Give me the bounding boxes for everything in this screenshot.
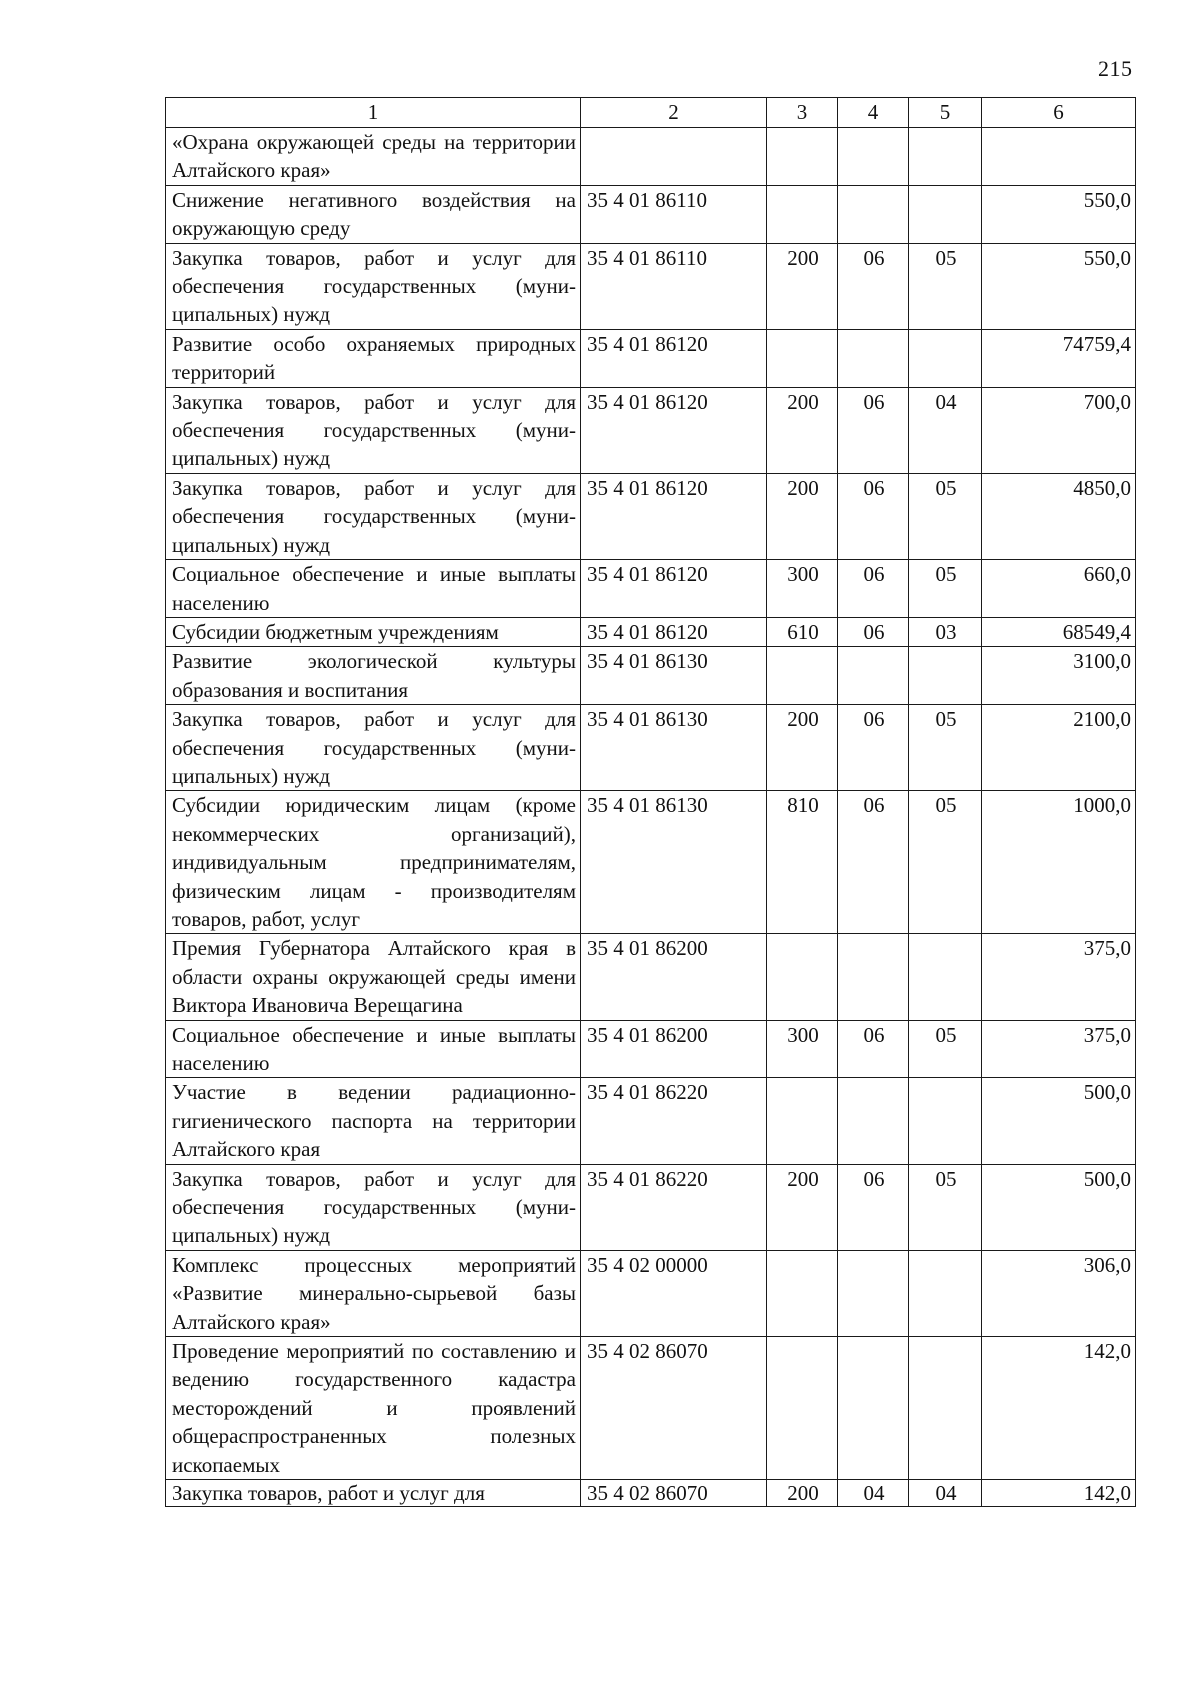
table-row: [166, 1250, 1136, 1336]
item-name: Развитие экологической культуры образования и воспитания: [166, 647, 581, 705]
item-name: Закупка товаров, работ и услуг для: [166, 1480, 581, 1507]
item-code: 35 4 01 86200: [581, 934, 767, 1020]
subsection: 05: [909, 560, 982, 618]
section: 06: [838, 1020, 909, 1078]
table-row: [166, 185, 1136, 243]
table-row: [166, 1020, 1136, 1078]
subsection: [909, 185, 982, 243]
column-header-2: 2: [581, 98, 767, 128]
item-code: 35 4 01 86130: [581, 705, 767, 791]
amount: 700,0: [982, 387, 1136, 473]
column-header-5: 5: [909, 98, 982, 128]
expense-type: [767, 185, 838, 243]
amount: 1000,0: [982, 791, 1136, 934]
expense-type: [767, 934, 838, 1020]
item-code: [581, 128, 767, 186]
column-header-4: 4: [838, 98, 909, 128]
expense-type: 200: [767, 387, 838, 473]
item-name: Комплекс процессных мероприятий «Развитие минерально-сырьевой базы Алтайского края»: [166, 1250, 581, 1336]
section: 06: [838, 705, 909, 791]
page-number: 215: [1098, 56, 1133, 81]
subsection: 05: [909, 705, 982, 791]
table-row: [166, 791, 1136, 934]
section: [838, 1337, 909, 1480]
item-code: 35 4 01 86200: [581, 1020, 767, 1078]
section: [838, 934, 909, 1020]
section: 06: [838, 387, 909, 473]
subsection: [909, 1250, 982, 1336]
subsection: [909, 128, 982, 186]
section: [838, 185, 909, 243]
item-name: Закупка товаров, работ и услуг для обеспечения государственных (муниципальных) нужд: [166, 243, 581, 329]
table-body: [166, 128, 1136, 1507]
subsection: [909, 329, 982, 387]
expense-type: 810: [767, 791, 838, 934]
item-name: Субсидии бюджетным учреждениям: [166, 617, 581, 646]
amount: 3100,0: [982, 647, 1136, 705]
item-name: Закупка товаров, работ и услуг для обеспечения государственных (муниципальных) нужд: [166, 473, 581, 559]
item-code: 35 4 01 86130: [581, 791, 767, 934]
amount: 500,0: [982, 1164, 1136, 1250]
table-row: [166, 1337, 1136, 1480]
table-row: [166, 1078, 1136, 1164]
table-row: [166, 243, 1136, 329]
item-code: 35 4 01 86120: [581, 560, 767, 618]
expense-type: 200: [767, 243, 838, 329]
amount: 4850,0: [982, 473, 1136, 559]
amount: 550,0: [982, 185, 1136, 243]
amount: 68549,4: [982, 617, 1136, 646]
subsection: 05: [909, 473, 982, 559]
expense-type: 610: [767, 617, 838, 646]
item-name: Снижение негативного воздействия на окружающую среду: [166, 185, 581, 243]
table-row: [166, 387, 1136, 473]
amount: 375,0: [982, 934, 1136, 1020]
item-code: 35 4 01 86220: [581, 1164, 767, 1250]
subsection: 05: [909, 791, 982, 934]
section: 06: [838, 243, 909, 329]
section: 04: [838, 1480, 909, 1507]
item-code: 35 4 01 86130: [581, 647, 767, 705]
table-row: [166, 1480, 1136, 1507]
amount: 660,0: [982, 560, 1136, 618]
item-code: 35 4 02 00000: [581, 1250, 767, 1336]
expense-type: 200: [767, 1480, 838, 1507]
expense-type: 200: [767, 705, 838, 791]
item-name: Премия Губернатора Алтайского края в области охраны окружающей среды имени Виктора Ивановича Верещагина: [166, 934, 581, 1020]
item-name: Проведение мероприятий по составлению и ведению государственного кадастра месторождений и проявлений общераспространенных полезных ископаемых: [166, 1337, 581, 1480]
item-code: 35 4 01 86110: [581, 243, 767, 329]
item-code: 35 4 01 86120: [581, 329, 767, 387]
subsection: [909, 647, 982, 705]
expense-type: 300: [767, 560, 838, 618]
amount: 550,0: [982, 243, 1136, 329]
item-code: 35 4 02 86070: [581, 1480, 767, 1507]
subsection: 05: [909, 243, 982, 329]
subsection: [909, 934, 982, 1020]
expense-type: [767, 647, 838, 705]
amount: 2100,0: [982, 705, 1136, 791]
expense-type: 300: [767, 1020, 838, 1078]
subsection: [909, 1337, 982, 1480]
table-row: [166, 617, 1136, 646]
subsection: 03: [909, 617, 982, 646]
item-name: «Охрана окружающей среды на территории Алтайского края»: [166, 128, 581, 186]
subsection: [909, 1078, 982, 1164]
item-code: 35 4 02 86070: [581, 1337, 767, 1480]
amount: [982, 128, 1136, 186]
header-row: [166, 98, 1136, 128]
item-name: Участие в ведении радиационно-гигиенического паспорта на территории Алтайского края: [166, 1078, 581, 1164]
table-row: [166, 1164, 1136, 1250]
item-name: Социальное обеспечение и иные выплаты населению: [166, 1020, 581, 1078]
expense-type: [767, 128, 838, 186]
subsection: 04: [909, 387, 982, 473]
item-name: Закупка товаров, работ и услуг для обеспечения государственных (муниципальных) нужд: [166, 1164, 581, 1250]
item-code: 35 4 01 86120: [581, 473, 767, 559]
expense-type: [767, 1250, 838, 1336]
expense-type: 200: [767, 473, 838, 559]
table-row: [166, 473, 1136, 559]
section: 06: [838, 791, 909, 934]
item-name: Закупка товаров, работ и услуг для обеспечения государственных (муниципальных) нужд: [166, 387, 581, 473]
amount: 142,0: [982, 1337, 1136, 1480]
section: 06: [838, 617, 909, 646]
section: [838, 1250, 909, 1336]
section: 06: [838, 560, 909, 618]
section: [838, 329, 909, 387]
section: 06: [838, 473, 909, 559]
column-header-6: 6: [982, 98, 1136, 128]
item-code: 35 4 01 86120: [581, 617, 767, 646]
column-header-1: 1: [166, 98, 581, 128]
item-code: 35 4 01 86120: [581, 387, 767, 473]
table-row: [166, 647, 1136, 705]
expense-type: [767, 1337, 838, 1480]
amount: 375,0: [982, 1020, 1136, 1078]
amount: 142,0: [982, 1480, 1136, 1507]
expense-type: 200: [767, 1164, 838, 1250]
section: [838, 647, 909, 705]
table-row: [166, 128, 1136, 186]
item-code: 35 4 01 86110: [581, 185, 767, 243]
table-row: [166, 329, 1136, 387]
table-row: [166, 705, 1136, 791]
item-name: Закупка товаров, работ и услуг для обеспечения государственных (муниципальных) нужд: [166, 705, 581, 791]
expense-type: [767, 329, 838, 387]
section: 06: [838, 1164, 909, 1250]
amount: 500,0: [982, 1078, 1136, 1164]
budget-table: [165, 97, 1136, 1507]
section: [838, 1078, 909, 1164]
subsection: 04: [909, 1480, 982, 1507]
item-code: 35 4 01 86220: [581, 1078, 767, 1164]
table-row: [166, 560, 1136, 618]
table-header: [166, 98, 1136, 128]
expense-type: [767, 1078, 838, 1164]
subsection: 05: [909, 1164, 982, 1250]
item-name: Субсидии юридическим лицам (кроме некоммерческих организаций), индивидуальным предпринимателям, физическим лицам - производителям товаров, работ, услуг: [166, 791, 581, 934]
amount: 74759,4: [982, 329, 1136, 387]
column-header-3: 3: [767, 98, 838, 128]
table-row: [166, 934, 1136, 1020]
amount: 306,0: [982, 1250, 1136, 1336]
item-name: Социальное обеспечение и иные выплаты населению: [166, 560, 581, 618]
section: [838, 128, 909, 186]
item-name: Развитие особо охраняемых природных территорий: [166, 329, 581, 387]
subsection: 05: [909, 1020, 982, 1078]
